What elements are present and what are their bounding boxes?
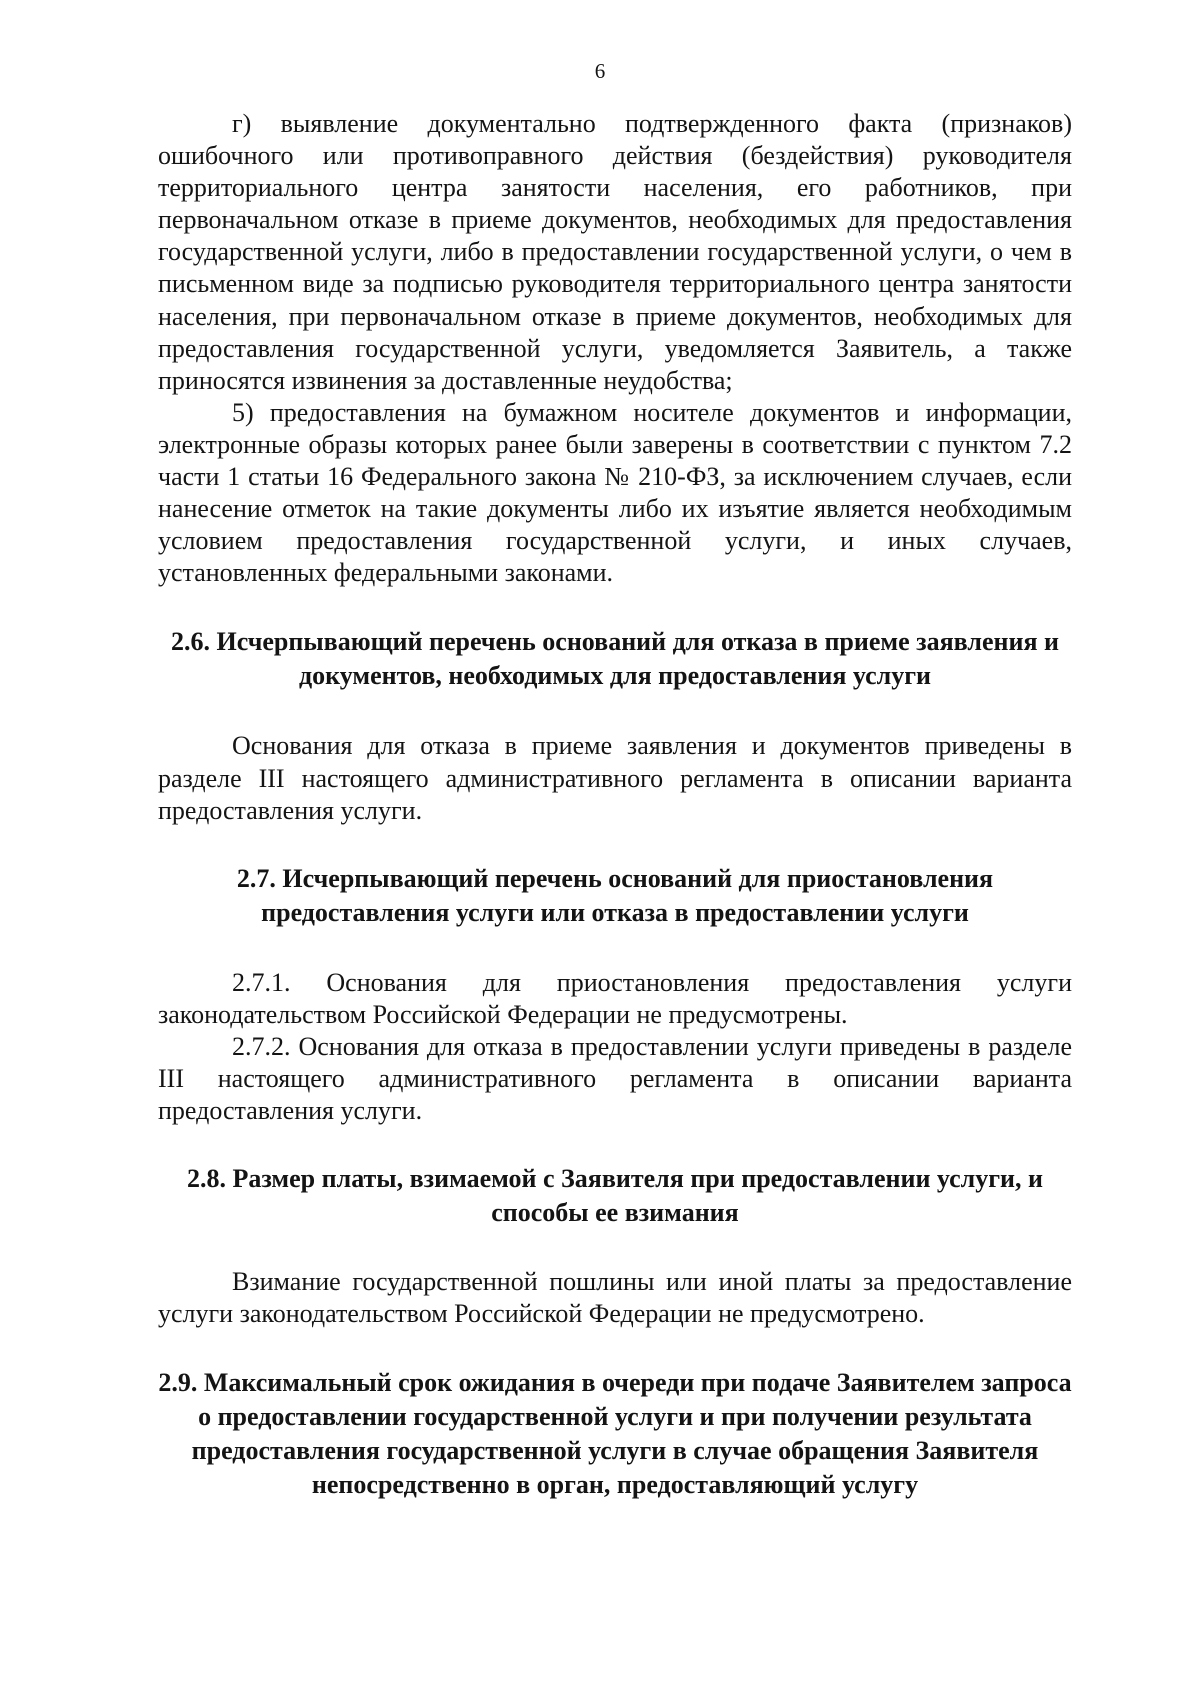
page-body <box>158 108 1072 1502</box>
page-number: 6 <box>594 59 606 83</box>
section-2-6-paragraph: Основания для отказа в приеме заявления и документов приведены в разделе III настоящего административного регламента в описании варианта предоставления услуги. <box>158 731 1072 825</box>
section-2-7-2-paragraph: 2.7.2. Основания для отказа в предоставлении услуги приведены в разделе III настоящего административного регламента в описании варианта предоставления услуги. <box>158 1031 1072 1126</box>
paragraph-item-g: г) выявление документально подтвержденного факта (признаков) ошибочного или противоправного действия (бездействия) руководителя территориального центра занятости населения, его работников, при первоначальном отказе в приеме документов, необходимых для предоставления государственной услуги, либо в предоставлении государственной услуги, о чем в письменном виде за подписью руководителя территориального центра занятости населения, при первоначальном отказе в приеме документов, необходимых для предоставления государственной услуги, уведомляется Заявитель, а также приносятся извинения за доставленные неудобства; <box>158 109 1072 395</box>
section-heading-2-8: 2.8. Размер платы, взимаемой с Заявителя при предоставлении услуги, и способы ее взимания <box>186 1164 1044 1228</box>
section-heading-2-9: 2.9. Максимальный срок ожидания в очереди при подаче Заявителем запроса о предоставлении государственной услуги и при получении результата предоставления государственной услуги в случае обращения Заявителя непосредственно в орган, предоставляющий услугу <box>158 1368 1072 1500</box>
section-heading-2-7: 2.7. Исчерпывающий перечень оснований для приостановления предоставления услуги или отказа в предоставлении услуги <box>236 863 994 927</box>
section-heading-2-6: 2.6. Исчерпывающий перечень оснований для отказа в приеме заявления и документов, необходимых для предоставления услуги <box>170 627 1060 691</box>
section-2-7-1-paragraph: 2.7.1. Основания для приостановления предоставления услуги законодательством Российской Федерации не предусмотрены. <box>158 967 1072 1029</box>
section-2-8-paragraph: Взимание государственной пошлины или иной платы за предоставление услуги законодательством Российской Федерации не предусмотрено. <box>158 1267 1072 1329</box>
paragraph-item-5: 5) предоставления на бумажном носителе документов и информации, электронные образы которых ранее были заверены в соответствии с пунктом 7.2 части 1 статьи 16 Федерального закона № 210-ФЗ, за исключением случаев, если нанесение отметок на такие документы либо их изъятие является необходимым условием предоставления государственной услуги, и иных случаев, установленных федеральными законами. <box>158 397 1072 588</box>
